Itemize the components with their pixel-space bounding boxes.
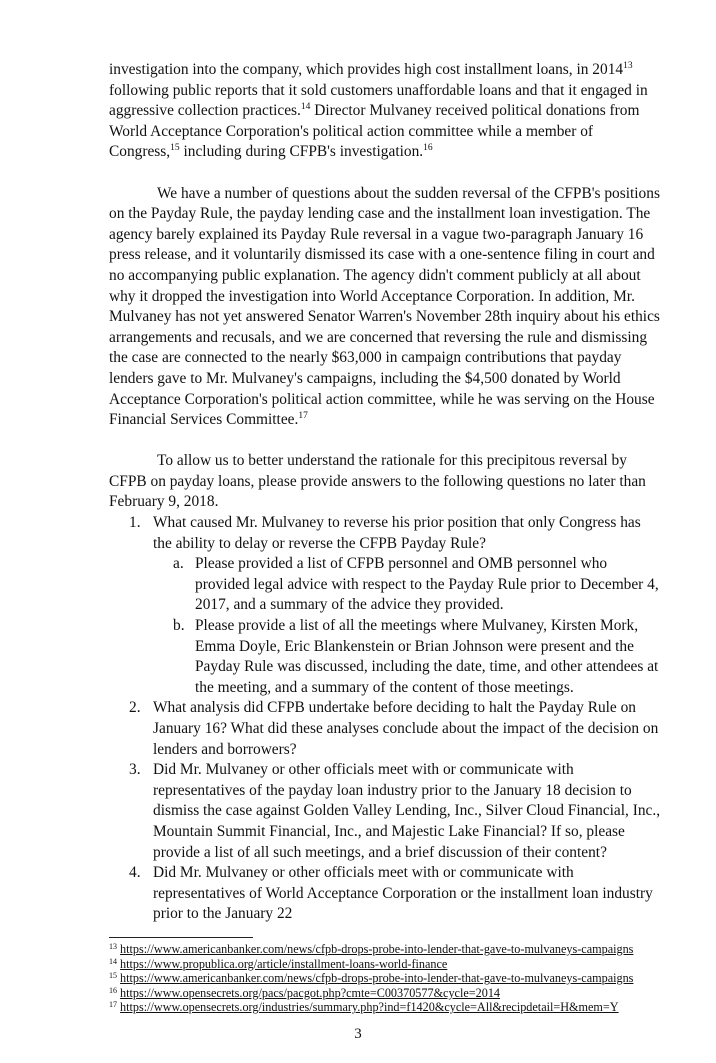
- question-text: What analysis did CFPB undertake before deciding to halt the Payday Rule on January 16? What did these analyses conclude about the impact of the decision on lenders and borrowers?: [153, 699, 659, 758]
- question-text: Did Mr. Mulvaney or other officials meet with or communicate with representatives of the payday loan industry prior to the January 18 decision to dismiss the case against Golden Valley Lending, Inc., Silver Cloud Financial, Inc., Mountain Summit Financial, Inc., and Majestic Lake Financial? If so, please provide a list of all such meetings, and a brief discussion of their content?: [153, 761, 661, 861]
- footnote-ref[interactable]: 14: [300, 102, 311, 113]
- paragraph-1: investigation into the company, which provides high cost installment loans, in 2014$^{13}$ following public reports that it sold customers unaffordable loans and that it engaged in aggressive collection practices.$^{14}$ Director Mulvaney received political donations from World Acceptance Corporation's political action committee while a member of Congress,$^{15}$ including during CFPB's investigation.$^{16}$: [109, 61, 648, 161]
- footnote: [109, 942, 689, 957]
- question-item: [109, 698, 661, 760]
- footnote-divider: [109, 937, 253, 938]
- sub-question-text: Please provide a list of all the meetings where Mulvaney, Kirsten Mork, Emma Doyle, Eric Blankenstein or Brian Johnson were present and the Payday Rule was discussed, including the date, time, and other attendees at the meeting, and a summary of the content of those meetings.: [195, 617, 659, 696]
- footnote-number: 15: [109, 971, 117, 981]
- sub-question-item: [109, 554, 661, 616]
- question-item: [109, 513, 661, 698]
- footnote-link[interactable]: https://www.americanbanker.com/news/cfpb-drops-probe-into-lender-that-gave-to-mulvaneys-campaigns: [120, 971, 634, 986]
- sub-question-list: [153, 554, 661, 698]
- page-number: 3: [354, 1025, 362, 1042]
- footnote: [109, 1000, 689, 1015]
- footnote-link[interactable]: https://www.americanbanker.com/news/cfpb-drops-probe-into-lender-that-gave-to-mulvaneys-campaigns: [120, 941, 634, 956]
- footnote-ref[interactable]: 13: [623, 61, 633, 71]
- footnote-link[interactable]: https://www.opensecrets.org/industries/summary.php?ind=f1420&cycle=All&recipdetail=H&mem=Y: [120, 1000, 619, 1015]
- question-list: [109, 513, 661, 925]
- footnote: [109, 986, 689, 1001]
- footnote-number: 14: [109, 956, 117, 966]
- footnote-link[interactable]: https://www.opensecrets.org/pacs/pacgot.php?cmte=C00370577&cycle=2014: [120, 985, 501, 1000]
- footnote-number: 13: [109, 941, 117, 951]
- footnote-ref[interactable]: 17: [298, 411, 308, 422]
- paragraph-2: We have a number of questions about the sudden reversal of the CFPB's positions on the Payday Rule, the payday lending case and the installment loan investigation. The agency barely explained its Payday Rule reversal in a vague two-paragraph January 16 press release, and it voluntarily dismissed its case with a one-sentence filing in court and no accompanying public explanation. The agency didn't comment publicly at all about why it dropped the investigation into World Acceptance Corporation. In addition, Mr. Mulvaney has not yet answered Senator Warren's November 28th inquiry about his ethics arrangements and recusals, and we are concerned that reversing the rule and dismissing the case are connected to the nearly $63,000 in campaign contributions that payday lenders gave to Mr. Mulvaney's campaigns, including the $4,500 donated by World Acceptance Corporation's political action committee, while he was serving on the House Financial Services Committee.$^{17}$: [109, 184, 660, 429]
- footnote-number: 16: [109, 985, 117, 995]
- question-item: [109, 760, 661, 863]
- question-text: What caused Mr. Mulvaney to reverse his prior position that only Congress has the ability to delay or reverse the CFPB Payday Rule?: [153, 514, 641, 552]
- footnotes: [109, 942, 689, 1015]
- question-number: 2.: [129, 699, 141, 717]
- sub-question-item: [109, 616, 661, 698]
- sub-question-letter: a.: [173, 555, 184, 573]
- footnote-ref[interactable]: 16: [423, 143, 433, 154]
- question-number: 3.: [129, 761, 141, 779]
- sub-question-letter: b.: [173, 617, 185, 635]
- paragraph-3: To allow us to better understand the rationale for this precipitous reversal by CFPB on payday loans, please provide answers to the following questions no later than February 9, 2018.: [109, 452, 646, 511]
- letter-body: [109, 60, 661, 925]
- sub-question-text: Please provided a list of CFPB personnel and OMB personnel who provided legal advice with respect to the Payday Rule prior to December 4, 2017, and a summary of the advice they provided.: [195, 555, 659, 614]
- question-number: 4.: [129, 864, 141, 882]
- footnote-link[interactable]: https://www.propublica.org/article/installment-loans-world-finance: [120, 956, 448, 971]
- footnote-number: 17: [109, 1000, 117, 1010]
- footnote: [109, 971, 689, 986]
- footnote-ref[interactable]: 15: [170, 143, 180, 154]
- question-number: 1.: [129, 514, 141, 532]
- footnote: [109, 957, 689, 972]
- question-text: Did Mr. Mulvaney or other officials meet with or communicate with representatives of World Acceptance Corporation or the installment loan industry prior to the January 22: [153, 864, 653, 923]
